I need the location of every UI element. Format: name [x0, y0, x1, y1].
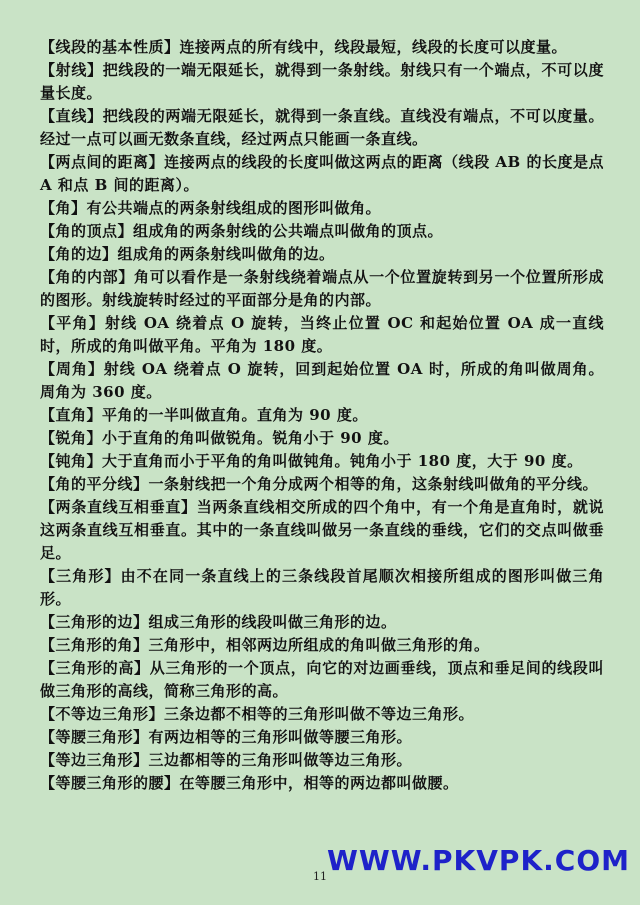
- entry-angle-bisector: [40, 473, 604, 496]
- entry-triangle-height: [40, 657, 604, 703]
- entry-angle-interior: [40, 266, 604, 312]
- entry-text: 组成角的两条射线叫做角的边。: [117, 245, 335, 263]
- entry-triangle-angle: [40, 634, 604, 657]
- entry-equilateral-triangle: [40, 749, 604, 772]
- entry-text: 小于直角的角叫做锐角。锐角小于 90 度。: [102, 429, 399, 447]
- entry-term: 【钝角】: [40, 452, 103, 470]
- entry-term: 【两点间的距离】: [40, 153, 165, 171]
- entry-text: 三边都相等的三角形叫做等边三角形。: [148, 751, 413, 769]
- entry-isosceles-leg: [40, 772, 604, 795]
- entry-line: [40, 105, 604, 151]
- entry-text: 在等腰三角形中，相等的两边都叫做腰。: [179, 774, 459, 792]
- entry-term: 【平角】: [40, 314, 105, 332]
- entry-text: 组成角的两条射线的公共端点叫做角的顶点。: [133, 222, 444, 240]
- entry-triangle-side: [40, 611, 604, 634]
- entry-full-angle: [40, 358, 604, 404]
- entry-line-segment-property: [40, 36, 604, 59]
- entry-term: 【不等边三角形】: [40, 705, 165, 723]
- entry-acute-angle: [40, 427, 604, 450]
- entry-triangle: [40, 565, 604, 611]
- entry-isosceles-triangle: [40, 726, 604, 749]
- entry-text: 把线段的两端无限延长，就得到一条直线。直线没有端点，不可以度量。经过一点可以画无数条直线，经过两点只能画一条直线。: [40, 107, 604, 148]
- page-number: 11: [313, 870, 327, 883]
- entry-term: 【两条直线互相垂直】: [40, 498, 197, 516]
- entry-text: 由不在同一条直线上的三条线段首尾顺次相接所组成的图形叫做三角形。: [40, 567, 604, 608]
- entry-term: 【三角形】: [40, 567, 121, 585]
- entry-term: 【角】: [40, 199, 87, 217]
- entry-right-angle: [40, 404, 604, 427]
- entry-term: 【三角形的角】: [40, 636, 149, 654]
- entry-text: 三角形中，相邻两边所组成的角叫做三角形的角。: [148, 636, 490, 654]
- entry-term: 【直角】: [40, 406, 103, 424]
- entry-term: 【锐角】: [40, 429, 103, 447]
- entry-term: 【角的平分线】: [40, 475, 149, 493]
- entry-term: 【角的内部】: [40, 268, 135, 286]
- entry-angle: [40, 197, 604, 220]
- entry-term: 【三角形的高】: [40, 659, 150, 677]
- entry-angle-side: [40, 243, 604, 266]
- entry-text: 大于直角而小于平角的角叫做钝角。钝角小于 180 度，大于 90 度。: [102, 452, 583, 470]
- document-body: [40, 36, 604, 795]
- entry-obtuse-angle: [40, 450, 604, 473]
- entry-text: 从三角形的一个顶点，向它的对边画垂线，顶点和垂足间的线段叫做三角形的高线，简称三角形的高。: [40, 659, 604, 700]
- entry-term: 【直线】: [40, 107, 103, 125]
- entry-term: 【等边三角形】: [40, 751, 149, 769]
- entry-angle-vertex: [40, 220, 604, 243]
- entry-text: 射线 OA 绕着点 O 旋转，当终止位置 OC 和起始位置 OA 成一直线时，所成的角叫做平角。平角为 180 度。: [40, 314, 604, 355]
- entry-text: 三条边都不相等的三角形叫做不等边三角形。: [164, 705, 475, 723]
- entry-text: 当两条直线相交所成的四个角中，有一个角是直角时，就说这两条直线互相垂直。其中的一条直线叫做另一条直线的垂线，它们的交点叫做垂足。: [40, 498, 604, 562]
- entry-text: 有两边相等的三角形叫做等腰三角形。: [148, 728, 413, 746]
- entry-straight-angle: [40, 312, 604, 358]
- entry-term: 【角的顶点】: [40, 222, 134, 240]
- entry-term: 【三角形的边】: [40, 613, 149, 631]
- entry-ray: [40, 59, 604, 105]
- entry-text: 把线段的一端无限延长，就得到一条射线。射线只有一个端点，不可以度量长度。: [40, 61, 604, 102]
- entry-text: 有公共端点的两条射线组成的图形叫做角。: [86, 199, 382, 217]
- entry-text: 连接两点的线段的长度叫做这两点的距离（线段 AB 的长度是点 A 和点 B 间的距离）。: [40, 153, 604, 194]
- entry-term: 【角的边】: [40, 245, 118, 263]
- entry-text: 组成三角形的线段叫做三角形的边。: [148, 613, 397, 631]
- entry-term: 【射线】: [40, 61, 103, 79]
- entry-term: 【等腰三角形的腰】: [40, 774, 180, 792]
- entry-scalene-triangle: [40, 703, 604, 726]
- entry-text: 连接两点的所有线中，线段最短，线段的长度可以度量。: [179, 38, 568, 56]
- entry-distance: [40, 151, 604, 197]
- entry-text: 一条射线把一个角分成两个相等的角，这条射线叫做角的平分线。: [148, 475, 599, 493]
- entry-perpendicular: [40, 496, 604, 565]
- entry-term: 【等腰三角形】: [40, 728, 149, 746]
- entry-text: 平角的一半叫做直角。直角为 90 度。: [102, 406, 368, 424]
- entry-text: 射线 OA 绕着点 O 旋转，回到起始位置 OA 时，所成的角叫做周角。周角为 360 度。: [40, 360, 604, 401]
- watermark: WWW.PKVPK.COM: [327, 844, 630, 877]
- entry-term: 【线段的基本性质】: [40, 38, 180, 56]
- entry-text: 角可以看作是一条射线绕着端点从一个位置旋转到另一个位置所形成的图形。射线旋转时经过的平面部分是角的内部。: [40, 268, 604, 309]
- entry-term: 【周角】: [40, 360, 104, 378]
